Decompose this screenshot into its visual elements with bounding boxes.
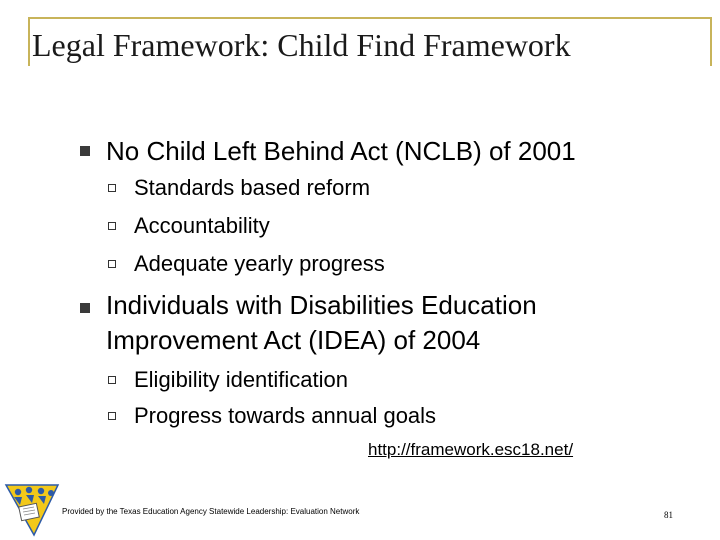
footer-credit: Provided by the Texas Education Agency Statewide Leadership: Evaluation Network — [62, 507, 360, 516]
region-logo-icon — [4, 483, 60, 537]
sub-item: Accountability — [134, 213, 270, 238]
bullet-box-icon — [108, 222, 116, 230]
sub-item: Progress towards annual goals — [134, 403, 437, 428]
sub-item: Standards based reform — [134, 175, 371, 200]
slide-title: Legal Framework: Child Find Framework — [32, 27, 571, 63]
bullet-square-icon — [80, 303, 90, 313]
list-item-idea-line2: Improvement Act (IDEA) of 2004 — [106, 325, 481, 355]
title-frame-right — [710, 17, 712, 66]
bullet-box-icon — [108, 376, 116, 384]
bullet-box-icon — [108, 412, 116, 420]
list-item-idea-line1: Individuals with Disabilities Education — [106, 290, 537, 320]
bullet-square-icon — [80, 146, 90, 156]
list-item-nclb: No Child Left Behind Act (NCLB) of 2001 — [106, 136, 576, 166]
sub-item: Eligibility identification — [134, 367, 348, 392]
framework-link[interactable]: http://framework.esc18.net/ — [368, 440, 574, 459]
page-number: 81 — [664, 510, 673, 520]
bullet-box-icon — [108, 260, 116, 268]
bullet-box-icon — [108, 184, 116, 192]
sub-item: Adequate yearly progress — [134, 251, 385, 276]
title-frame-left — [28, 17, 30, 66]
title-frame-top — [28, 17, 712, 19]
